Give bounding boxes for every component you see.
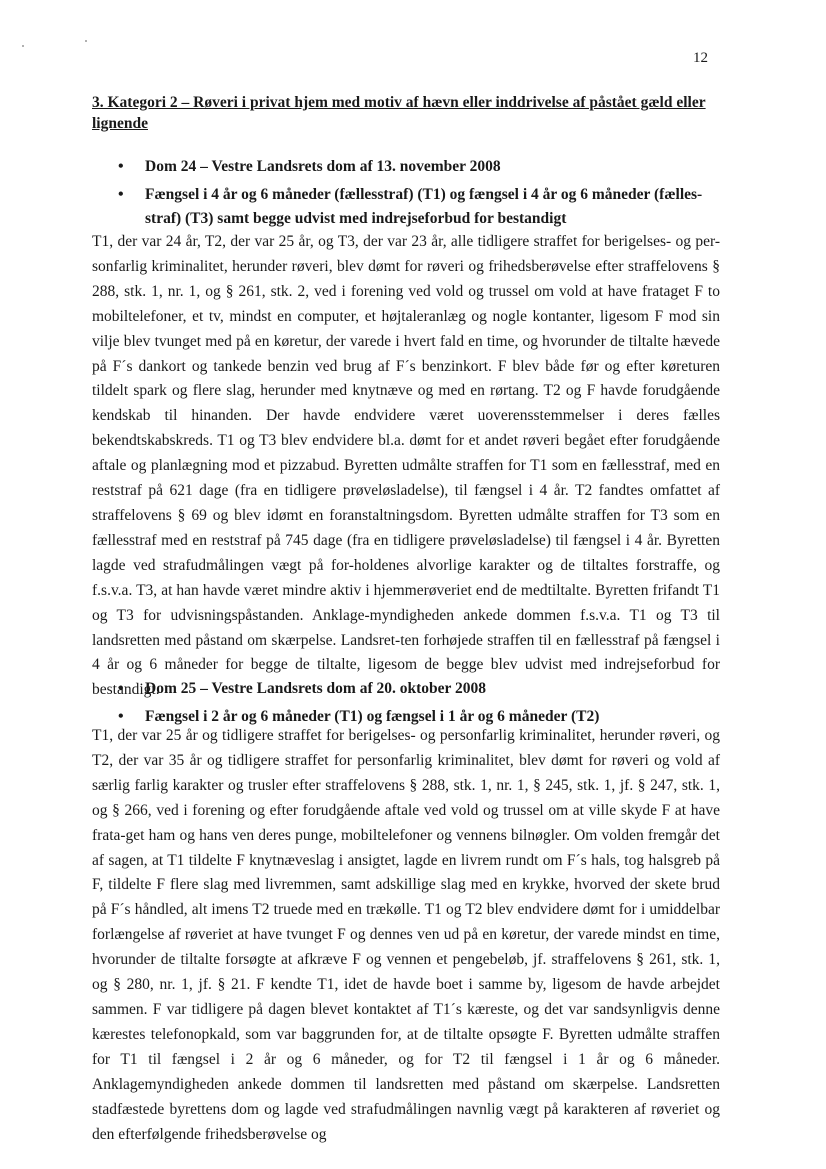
case-25-body: T1, der var 25 år og tidligere straffet for berigelses- og personfarlig kriminalitet, herunder røveri, og T2, der var 35 år og tidligere straffet for personfarlig kriminalitet, blev dømt for røveri og vold af særlig farlig karakter og trusler efter straffelovens § 288, stk. 1, nr. 1, § 245, stk. 1, jf. § 247, stk. 1, og § 266, ved i forening og efter forudgående aftale ved vold og trussel om at ville skyde F at have frata-get ham og hans ven deres punge, mobiltelefoner og vennens bilnøgler. Om volden fremgår det af sagen, at T1 tildelte F knytnæveslag i ansigtet, lagde en livrem rundt om F´s hals, tog halsgreb på F, tildelte F flere slag med livremmen, samt adskillige slag med en krykke, hvorved der skete brud på F´s håndled, alt imens T2 truede med en trækølle. T1 og T2 blev endvidere dømt for i umiddelbar forlængelse af røveriet at have tvunget F og dennes ven ud på en køretur, der varede mindst en time, hvorunder de tiltalte forsøgte at afkræve F og vennen et pengebeløb, jf. straffelovens § 261, stk. 1, og § 280, nr. 1, jf. § 21. F kendte T1, idet de havde boet i samme by, ligesom de havde arbejdet sammen. F var tidligere på dagen blevet kontaktet af T1´s kæreste, og det var sandsynligvis denne kærestes telefonopkald, som var baggrunden for, at de tiltalte opsøgte F. Byretten udmålte straffen for T1 til fængsel i 2 år og 6 måneder, og for T2 til fængsel i 1 år og 6 måneder. Anklagemyndigheden ankede dommen til landsretten med påstand om skærpelse. Landsretten stadfæstede byrettens dom og lagde ved strafudmålingen navnlig vægt på karakteren af røveriet og den efterfølgende frihedsberøvelse og [92,727,720,1143]
case-25-bullets [118,677,730,729]
section-heading: 3. Kategori 2 – Røveri i privat hjem med motiv af hævn eller inddrivelse af påstået gæld eller lignende [92,94,706,132]
case-25-sentence: • Fængsel i 2 år og 6 måneder (T1) og fængsel i 1 år og 6 måneder (T2) [118,705,730,729]
scan-speck [22,45,24,47]
case-24-body: T1, der var 24 år, T2, der var 25 år, og T3, der var 23 år, alle tidligere straffet for berigelses- og per-sonfarlig kriminalitet, herunder røveri, blev dømt for røveri og frihedsberøvelse efter straffelovens § 288, stk. 1, nr. 1, og § 261, stk. 2, ved i forening ved vold og trussel om vold at have frataget F to mobiltelefoner, et tv, mindst en computer, et højtaleranlæg og nogle kontanter, ligesom F mod sin vilje blev tvunget med på en køretur, der varede i hvert fald en time, og hvorunder de tiltalte hævede på F´s dankort og tankede benzin ved brug af F´s benzinkort. F blev både før og efter køreturen tildelt spark og flere slag, herunder med knytnæve og med en rørtang. T2 og F havde forudgående kendskab til hinanden. Der havde endvidere været uoverensstemmelser i deres fælles bekendtskabskreds. T1 og T3 blev endvidere bl.a. dømt for et andet røveri begået efter forudgående aftale og planlægning mod et pizzabud. Byretten udmålte straffen for T1 som en fællesstraf, med en reststraf på 621 dage (fra en tidligere prøveløsladelse), til fængsel i 4 år. T2 fandtes omfattet af straffelovens § 69 og blev idømt en foranstaltningsdom. Byretten udmålte straffen for T3 som en fællesstraf med en reststraf på 745 dage (fra en tidligere prøveløsladelse) til fængsel i 4 år. Byretten lagde ved strafudmålingen vægt på for-holdenes alvorlige karakter og de tiltaltes forstraffe, og f.s.v.a. T3, at han havde været mindre aktiv i hjemmerøveriet end de medtiltalte. Byretten frifandt T1 og T3 for udvisningspåstanden. Anklage-myndigheden ankede dommen f.s.v.a. T1 og T3 til landsretten med påstand om skærpelse. Landsret-ten forhøjede straffen til en fællesstraf på fængsel i 4 år og 6 måneder for begge de tiltalte, ligesom de begge blev udvist med indrejseforbud for bestandigt. [92,233,720,699]
case-25-title: • Dom 25 – Vestre Landsrets dom af 20. oktober 2008 [118,677,730,701]
page-number: 12 [693,50,708,66]
case-24-title: • Dom 24 – Vestre Landsrets dom af 13. november 2008 [118,155,730,179]
scan-speck [85,40,87,42]
case-24-sentence: • Fængsel i 4 år og 6 måneder (fællesstraf) (T1) og fængsel i 4 år og 6 måneder (fælles-straf) (T3) samt begge udvist med indrejseforbud for bestandigt [118,183,730,231]
case-24-bullets [118,155,730,231]
